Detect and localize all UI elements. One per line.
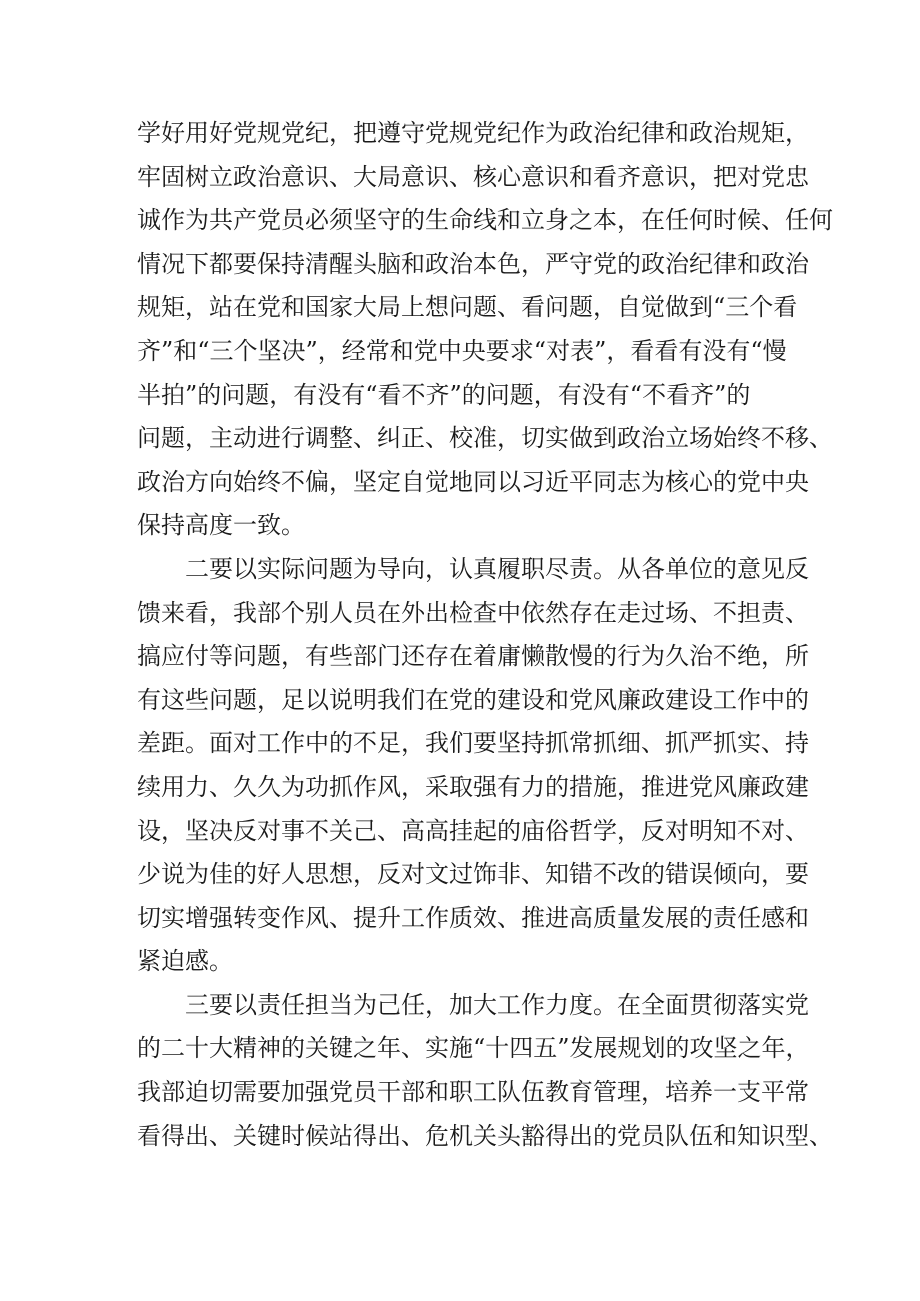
text-line: 三要以责任担当为己任，加大工作力度。在全面贯彻落实党	[185, 990, 809, 1019]
text-line: 诚作为共产党员必须坚守的生命线和立身之本，在任何时候、任何	[137, 206, 833, 235]
paragraph-3	[137, 984, 833, 1158]
text-line: 规矩，站在党和国家大局上想问题、看问题，自觉做到“三个看	[137, 293, 798, 322]
text-line: 我部迫切需要加强党员干部和职工队伍教育管理，培养一支平常	[137, 1078, 809, 1107]
text-line: 紧迫感。	[137, 947, 233, 976]
text-line: 牢固树立政治意识、大局意识、核心意识和看齐意识，把对党忠	[137, 162, 809, 191]
text-line: 有这些问题，足以说明我们在党的建设和党风廉政建设工作中的	[137, 685, 809, 714]
text-line: 设，坚决反对事不关己、高高挂起的庙俗哲学，反对明知不对、	[137, 816, 809, 845]
text-line: 的二十大精神的关键之年、实施“十四五”发展规划的攻坚之年，	[137, 1034, 810, 1063]
text-line: 半拍”的问题，有没有“看不齐”的问题，有没有“不看齐”的	[137, 380, 751, 409]
paragraph-2	[137, 548, 809, 984]
text-line: 续用力、久久为功抓作风，采取强有力的措施，推进党风廉政建	[137, 772, 809, 801]
text-line: 政治方向始终不偏，坚定自觉地同以习近平同志为核心的党中央	[137, 467, 809, 496]
text-line: 情况下都要保持清醒头脑和政治本色，严守党的政治纪律和政治	[137, 249, 809, 278]
text-line: 保持高度一致。	[137, 511, 305, 540]
document-body	[137, 112, 833, 1158]
text-line: 差距。面对工作中的不足，我们要坚持抓常抓细、抓严抓实、持	[137, 729, 809, 758]
text-line: 二要以实际问题为导向，认真履职尽责。从各单位的意见反	[185, 554, 809, 583]
text-line: 搞应付等问题，有些部门还存在着庸懒散慢的行为久治不绝，所	[137, 642, 809, 671]
text-line: 齐”和“三个坚决”，经常和党中央要求“对表”，看看有没有“慢	[137, 336, 787, 365]
text-line: 学好用好党规党纪，把遵守党规党纪作为政治纪律和政治规矩，	[137, 119, 809, 147]
text-line: 少说为佳的好人思想，反对文过饰非、知错不改的错误倾向，要	[137, 860, 809, 889]
paragraph-1	[137, 112, 833, 548]
text-line: 馈来看，我部个别人员在外出检查中依然存在走过场、不担责、	[137, 598, 809, 627]
text-line: 看得出、关键时候站得出、危机关头豁得出的党员队伍和知识型、	[137, 1121, 833, 1150]
text-line: 问题，主动进行调整、纠正、校准，切实做到政治立场始终不移、	[137, 424, 833, 453]
text-line: 切实增强转变作风、提升工作质效、推进高质量发展的责任感和	[137, 903, 809, 932]
